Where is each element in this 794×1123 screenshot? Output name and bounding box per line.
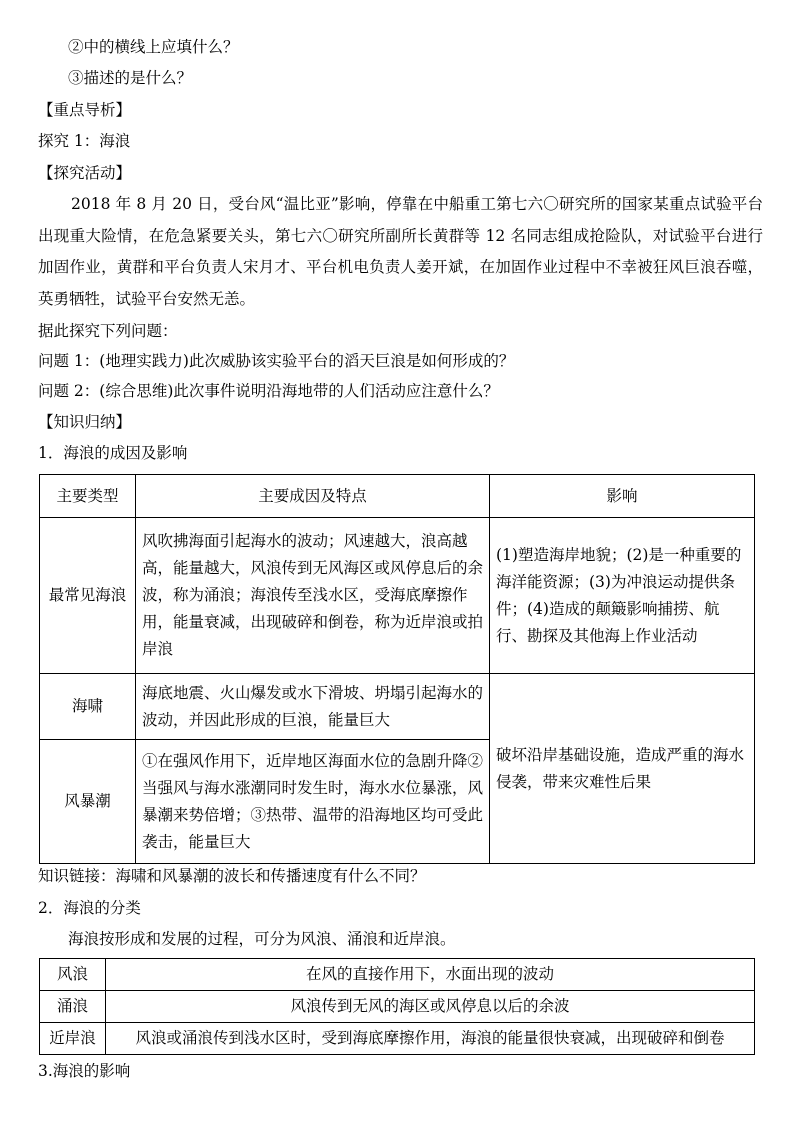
question-1-text: 问题 1：(地理实践力)此次威胁该实验平台的滔天巨浪是如何形成的？ — [38, 352, 515, 370]
table-header-row — [40, 475, 755, 518]
row-name: 近岸浪 — [40, 1023, 106, 1055]
section-1-title: 1．海浪的成因及影响 — [38, 444, 188, 462]
row-type: 海啸 — [40, 674, 136, 740]
row-desc: 在风的直接作用下，水面出现的波动 — [106, 959, 755, 991]
row-name: 风浪 — [40, 959, 106, 991]
row-impact: 破坏沿岸基础设施，造成严重的海水侵袭，带来灾难性后果 — [490, 674, 755, 864]
wave-causes-table — [39, 474, 755, 864]
row-desc: 风浪或涌浪传到浅水区时，受到海底摩擦作用，海浪的能量很快衰减，出现破碎和倒卷 — [106, 1023, 755, 1055]
header-type: 主要类型 — [40, 475, 136, 518]
question-2: ②中的横线上应填什么？ — [68, 38, 239, 56]
row-type: 风暴潮 — [40, 740, 136, 864]
row-cause: 风吹拂海面引起海水的波动；风速越大，浪高越高，能量越大，风浪传到无风海区或风停息后的余波，称为涌浪；海浪传至浅水区，受海底摩擦作用，能量衰减，出现破碎和倒卷，称为近岸浪或拍岸浪 — [136, 518, 490, 674]
row-impact: (1)塑造海岸地貌；(2)是一种重要的海洋能资源；(3)为冲浪运动提供条件；(4)造成的颠簸影响捕捞、航行、勘探及其他海上作业活动 — [490, 518, 755, 674]
table-row — [40, 674, 755, 740]
explore-intro: 据此探究下列问题： — [38, 322, 178, 340]
wave-classification-table — [39, 958, 755, 1055]
knowledge-heading: 【知识归纳】 — [38, 413, 132, 431]
section-guide-heading: 【重点导析】 — [38, 101, 132, 119]
section-2-title: 2．海浪的分类 — [38, 899, 141, 917]
table-row — [40, 518, 755, 674]
table-row — [40, 1023, 755, 1055]
row-cause: 海底地震、火山爆发或水下滑坡、坍塌引起海水的波动，并因此形成的巨浪，能量巨大 — [136, 674, 490, 740]
knowledge-link: 知识链接：海啸和风暴潮的波长和传播速度有什么不同？ — [38, 867, 426, 885]
row-type: 最常见海浪 — [40, 518, 136, 674]
activity-paragraph: 2018 年 8 月 20 日，受台风“温比亚”影响，停靠在中船重工第七六〇研究所的国家某重点试验平台出现重大险情，在危急紧要关头，第七六〇研究所副所长黄群等 12 名同志组成抢险队，对试验平台进行加固作业，黄群和平台负责人宋月才、平台机电负责人姜开斌，在加固作业过程中不幸被狂风巨浪吞噬，英勇牺牲，试验平台安然无恙。 — [38, 195, 763, 308]
row-cause: ①在强风作用下，近岸地区海面水位的急剧升降②当强风与海水涨潮同时发生时，海水水位暴涨，风暴潮来势倍增；③热带、温带的沿海地区均可受此袭击，能量巨大 — [136, 740, 490, 864]
question-2-text: 问题 2：(综合思维)此次事件说明沿海地带的人们活动应注意什么？ — [38, 382, 499, 400]
table-row — [40, 991, 755, 1023]
section-3-title: 3.海浪的影响 — [38, 1062, 131, 1080]
section-2-intro: 海浪按形成和发展的过程，可分为风浪、涌浪和近岸浪。 — [68, 930, 456, 948]
table-row — [40, 959, 755, 991]
header-impact: 影响 — [490, 475, 755, 518]
question-3: ③描述的是什么？ — [68, 69, 193, 87]
row-desc: 风浪传到无风的海区或风停息以后的余波 — [106, 991, 755, 1023]
activity-heading: 【探究活动】 — [38, 164, 132, 182]
inquiry-1-title: 探究 1：海浪 — [38, 132, 131, 150]
header-cause: 主要成因及特点 — [136, 475, 490, 518]
row-name: 涌浪 — [40, 991, 106, 1023]
